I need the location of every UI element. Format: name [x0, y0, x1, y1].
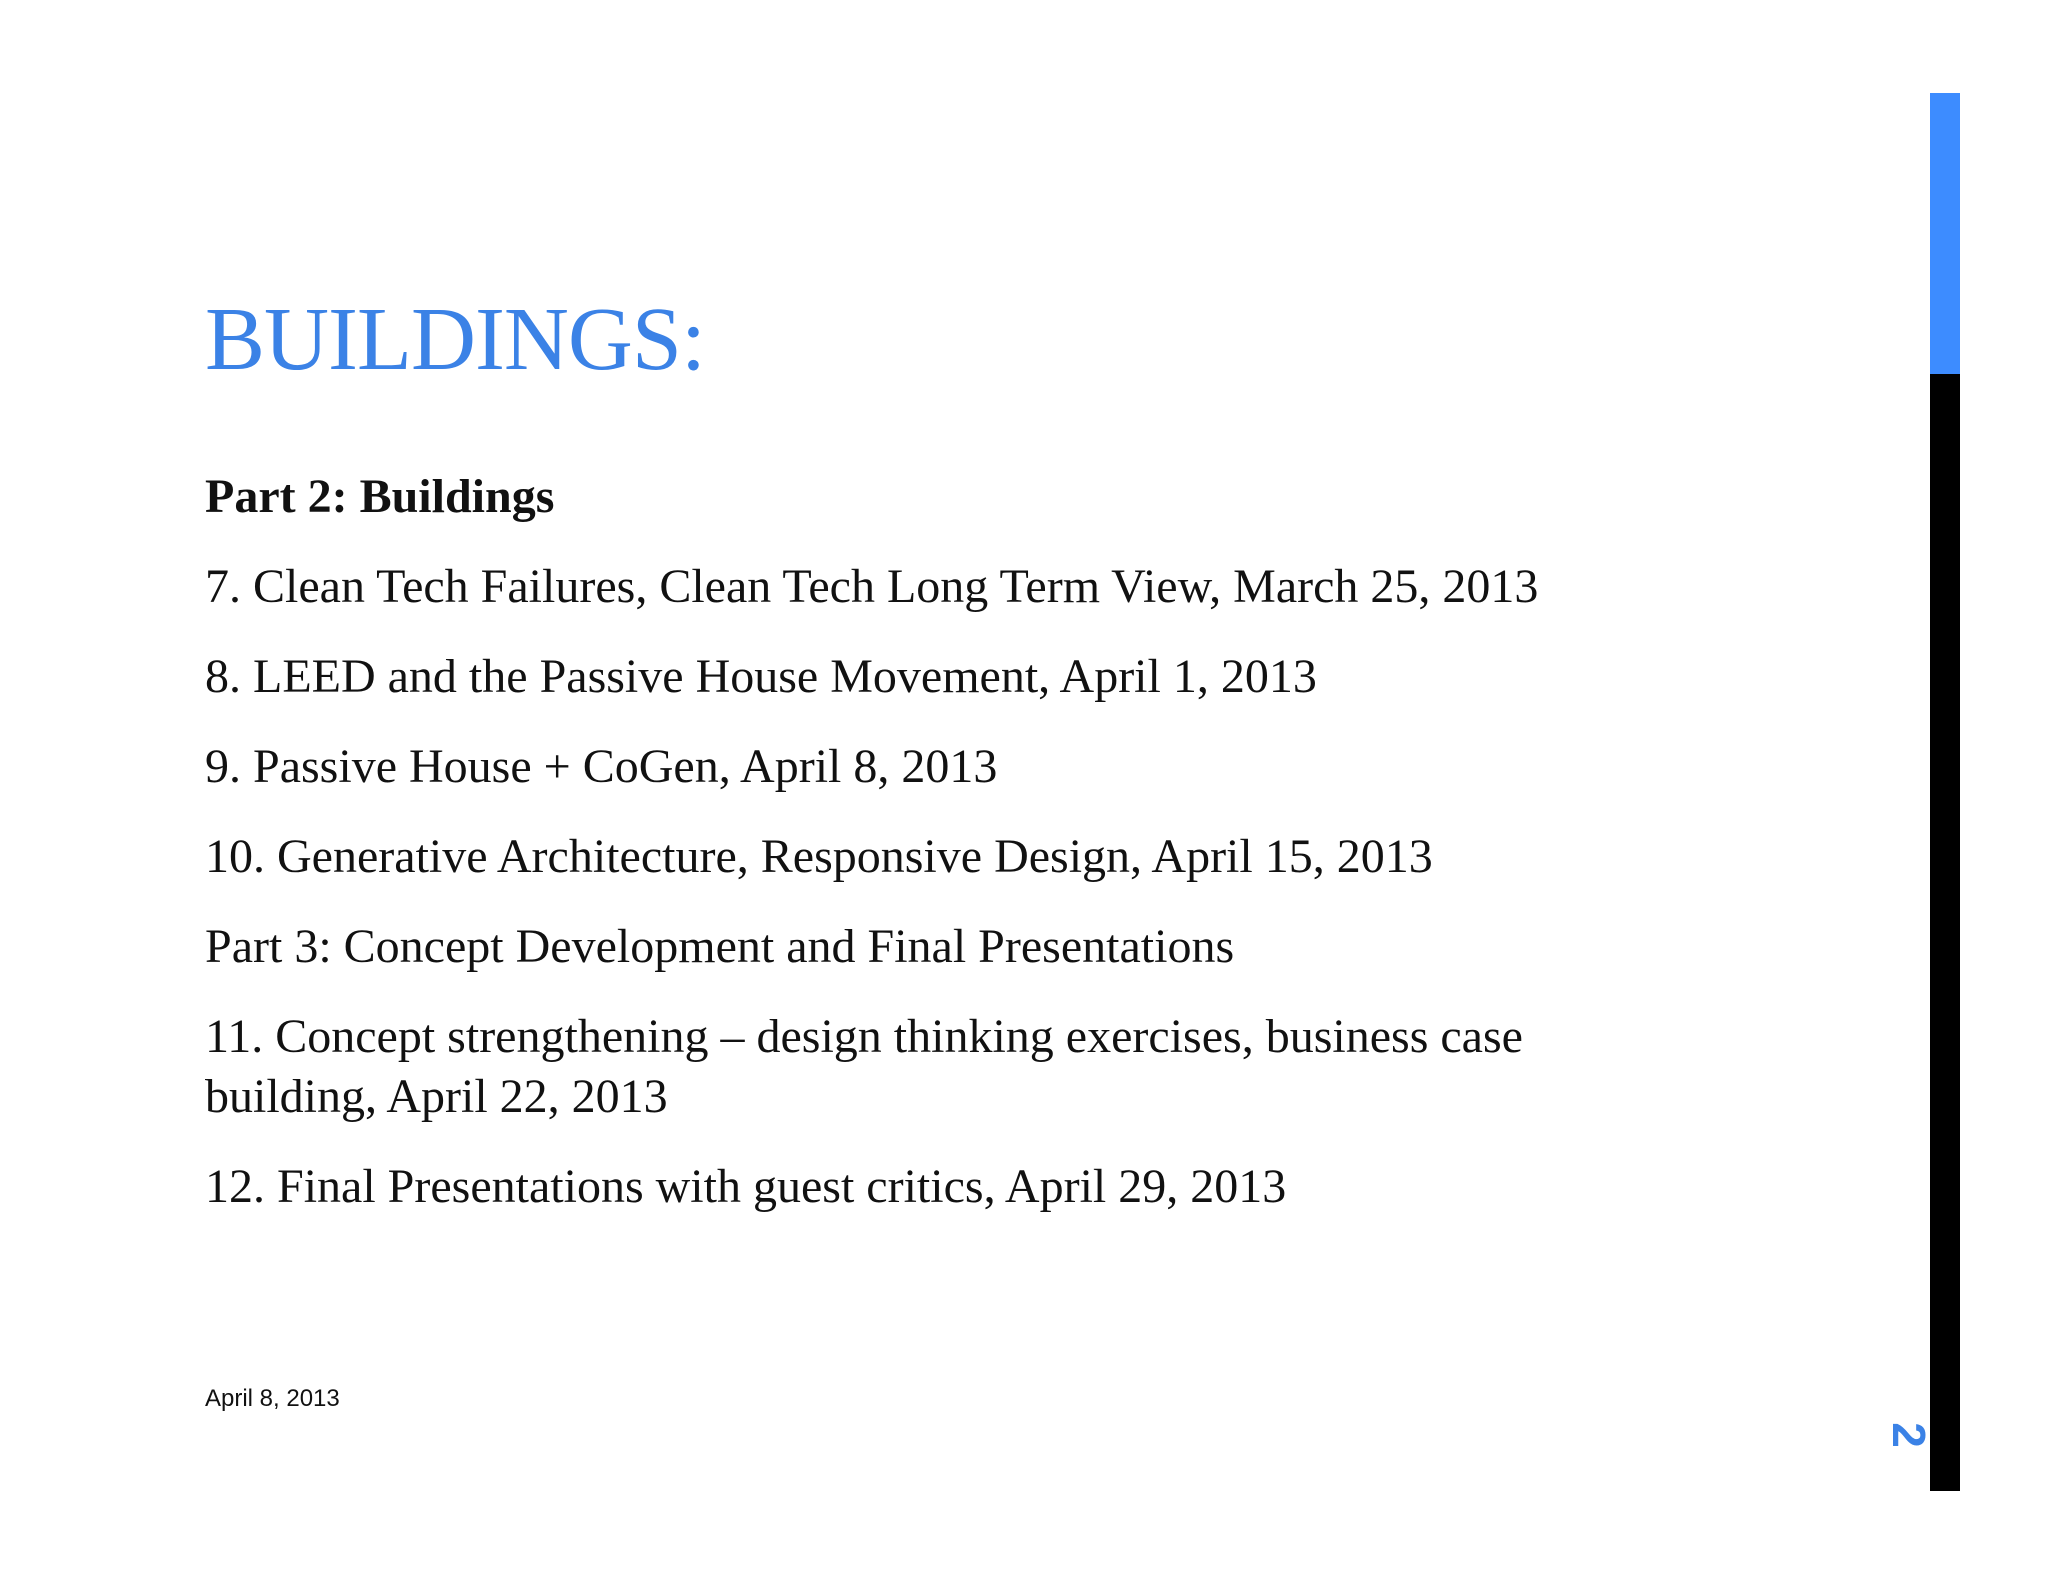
list-item: 9. Passive House + CoGen, April 8, 2013: [205, 740, 998, 793]
side-bar-accent: [1930, 93, 1960, 374]
side-bar: [1930, 93, 1960, 1491]
list-item: 10. Generative Architecture, Responsive Design, April 15, 2013: [205, 830, 1433, 883]
footer-date: April 8, 2013: [205, 1385, 340, 1412]
section-subheading: Part 3: Concept Development and Final Presentations: [205, 920, 1235, 973]
list-item: 11. Concept strengthening – design thinking exercises, business case building, April 22, 2013: [205, 1010, 1523, 1123]
section-heading: Part 2: Buildings: [205, 470, 555, 523]
slide-title: BUILDINGS:: [205, 290, 705, 389]
page-number: 2: [1883, 1422, 1935, 1448]
list-item: 7. Clean Tech Failures, Clean Tech Long Term View, March 25, 2013: [205, 560, 1539, 613]
list-item: 12. Final Presentations with guest critics, April 29, 2013: [205, 1160, 1287, 1213]
slide-body: [205, 467, 1705, 1247]
list-item: 8. LEED and the Passive House Movement, April 1, 2013: [205, 650, 1317, 703]
